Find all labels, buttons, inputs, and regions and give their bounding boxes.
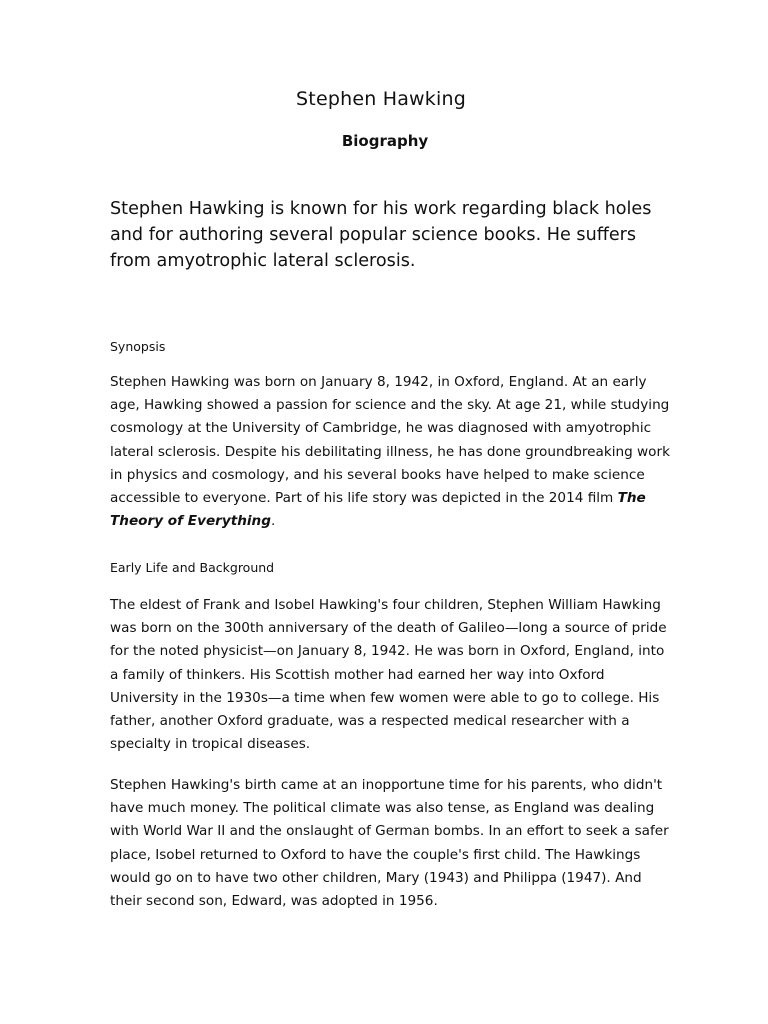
early-life-paragraph-2: Stephen Hawking's birth came at an inopportune time for his parents, who didn't have much money. The political climate was also tense, as England was dealing with World War II and the onslaught of German bombs. In an effort to seek a safer place, Isobel returned to Oxford to have the couple's first child. The Hawkings would go on to have two other children, Mary (1943) and Philippa (1947). And their second son, Edward, was adopted in 1956. <box>110 777 669 910</box>
synopsis-text: Stephen Hawking was born on January 8, 1942, in Oxford, England. At an early age, Hawking showed a passion for science and the sky. At age 21, while studying cosmology at the University of Cambridge, he was diagnosed with amyotrophic lateral sclerosis. Despite his debilitating illness, he has done groundbreaking work in physics and cosmology, and his several books have helped to make science accessible to everyone. Part of his life story was depicted in the 2014 film <box>110 374 670 507</box>
synopsis-paragraph <box>110 371 670 533</box>
film-title: The Theory of Everything <box>110 490 646 530</box>
synopsis-text-end: . <box>270 513 276 530</box>
early-life-paragraph-1: The eldest of Frank and Isobel Hawking's four children, Stephen William Hawking was born on the 300th anniversary of the death of Galileo—long a source of pride for the noted physicist—on January 8, 1942. He was born in Oxford, England, into a family of thinkers. His Scottish mother had earned her way into Oxford University in the 1930s—a time when few women were able to go to college. His father, another Oxford graduate, was a respected medical researcher with a specialty in tropical diseases. <box>110 597 667 753</box>
document-subtitle: Biography <box>341 132 429 150</box>
section-heading-early-life: Early Life and Background <box>110 560 275 575</box>
lead-paragraph: Stephen Hawking is known for his work regarding black holes and for authoring several popular science books. He suffers from amyotrophic lateral sclerosis. <box>110 199 652 271</box>
section-heading-synopsis: Synopsis <box>110 339 166 354</box>
document-title: Stephen Hawking <box>296 88 466 110</box>
